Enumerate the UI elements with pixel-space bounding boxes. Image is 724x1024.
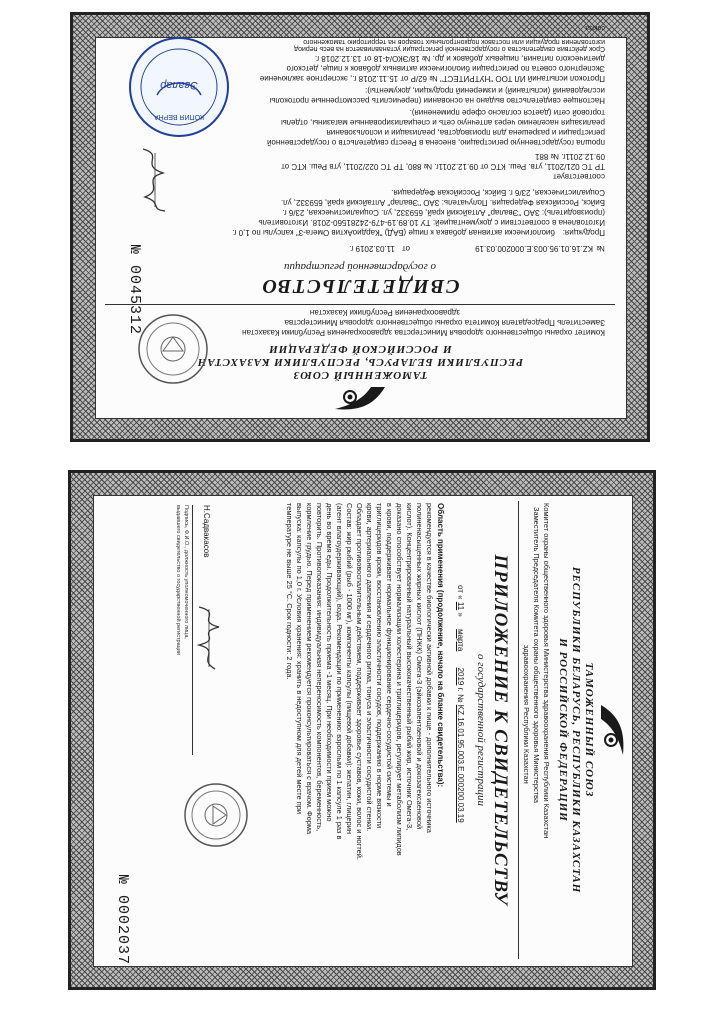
product-label: Продукция:: [562, 228, 605, 237]
basis-line: Протокол испытаний ИЛ ТОО "НУТРИТЕСТ" № 62/Р от 15.11.2018 г., экспертное заключение: [259, 74, 605, 83]
union-heading: ТАМОЖЕННЫЙ СОЮЗ: [583, 662, 595, 798]
appendix-sheet: [68, 470, 656, 990]
serial-number: 0002037: [114, 895, 131, 966]
handwritten-signature: [191, 603, 229, 673]
product-line: биологически активная добавка к пище (БАД) "КардиоАктив Омега-3" капсулы по 1,0 г.: [232, 228, 555, 237]
authority-line-1: Комитет охраны общественного здоровья Министерства здравоохранения Республики Казахстан: [542, 503, 551, 839]
signatory-caption: выдавшего свидетельство о государственной регистрации: [175, 505, 181, 655]
date-year: 2019: [456, 667, 465, 686]
republics-heading-2: И РОССИЙСКОЙ ФЕДЕРАЦИИ: [268, 343, 452, 355]
republics-heading-2: И РОССИЙСКОЙ ФЕДЕРАЦИИ: [557, 638, 569, 822]
validity-line: изготовления продукции или поставок подконтрольных товаров на территорию таможенного: [303, 38, 605, 45]
scope-line: повторить. Противопоказания: индивидуальная непереносимость компонентов, беременность,: [315, 503, 324, 832]
register-line: прошла государственную регистрацию, внесена в Реестр свидетельств о государственной: [267, 138, 605, 147]
register-line: Настоящее свидетельство выдано на основании (перечислить рассмотренные протоколы: [269, 96, 605, 105]
scope-line: температуре не выше 25 °С. Срок годности: 2 года.: [285, 503, 294, 680]
signature-underline: [192, 505, 193, 755]
product-line: (производитель): ЗАО "Эвалар" Алтайский край, 659332, ул. Социалистическая, 23/6 г.: [282, 208, 605, 217]
basis-line: диетического питания, пищевых добавок и др. № 18/ЭКО/4-18 от 13.12.2018 г.: [314, 54, 605, 63]
authority-line-3: здравоохранения Республики Казахстан: [522, 645, 531, 784]
serial-number: 0045312: [126, 265, 143, 336]
customs-union-emblem-icon: [333, 383, 387, 413]
republics-heading-1: РЕСПУБЛИКИ БЕЛАРУСЬ, РЕСПУБЛИКИ КАЗАХСТАН: [196, 356, 524, 368]
scope-line: крови, артериального давления и сердечного ритма, тонуса и эластичности сосудистой стенки.: [365, 503, 374, 832]
compliance-label: соответствует: [553, 172, 605, 181]
company-copy-stamp-icon: [129, 37, 229, 137]
product-line: Социалистическая, 23/6 г. Бийск, Российская Федерация.: [391, 188, 605, 197]
appendix-number: KZ.16.01.95.003.E.000200.03.19: [456, 704, 465, 823]
validity-line: Срок действия свидетельства о государственной регистрации устанавливается на весь период: [294, 45, 605, 52]
distribution-line: торговой сети (дается согласно сфере применения).: [409, 108, 605, 117]
authority-underline: [518, 501, 519, 959]
scope-line: день во время еды. Продолжительность приема -1 месяц. При необходимости прием можно: [325, 503, 334, 822]
scope-line: кислот). Концентрированный натуральный высококачественный рыбий жир, источник Омега-3,: [405, 503, 414, 831]
scope-line: выпуска: капсулы по 1,0 г. Условия хранения: хранить в недоступном для детей месте при: [295, 503, 304, 814]
stamp-company-name: Эвалар: [160, 79, 198, 91]
compliance-line: ТР ТС 021/2011, утв. Реш. КТС от 09.12.2011г. № 880, ТР ТС 022/2011, утв Реш. КТС от: [281, 162, 605, 171]
appendix-serial: [114, 875, 131, 965]
basis-line: Экспертного совета по регистрации биологически активных добавок к пище, детского: [286, 64, 605, 73]
certificate-subtitle: о государственной регистрации: [284, 261, 436, 273]
date-year-suffix: г. №: [456, 687, 465, 703]
authority-underline: [105, 304, 615, 305]
certificate-date: 11.03.2019 г.: [349, 244, 395, 253]
scope-line: Обладает противовоспалительным действием, поддерживает здоровье суставов, кожи, волос и ногтей.: [355, 503, 364, 860]
appendix-date-line: [455, 585, 465, 823]
authority-line-2: Заместитель Председателя Комитета охраны общественного здоровья Министерства: [284, 318, 605, 327]
certificate-serial: [126, 245, 143, 335]
scope-line: полиненасыщенных жирных кислот (ПНЖК) Омега-3 (эйкозапентаеновой и докозагексаеновой: [415, 503, 424, 830]
union-heading: ТАМОЖЕННЫЙ СОЮЗ: [292, 369, 428, 381]
appendix-title: ПРИЛОЖЕНИЕ К СВИДЕТЕЛЬСТВУ: [490, 554, 511, 906]
scope-heading: Область применения (продолжение, начало на бланке свидетельства):: [436, 503, 445, 788]
product-line: Бийск, Российская Федерация. Получатель: ЗАО "Эвалар" Алтайский край, 659332, ул.: [280, 198, 605, 207]
handwritten-signature: [135, 145, 175, 215]
date-label: от: [402, 244, 410, 253]
official-seal-icon: [135, 311, 211, 387]
appendix-subtitle: о государственной регистрации: [475, 654, 487, 806]
number-label: №: [596, 244, 605, 253]
compliance-line: 09.12.2011г. № 881: [535, 152, 605, 161]
scope-line: рекомендуется в качестве биологически активной добавки к пище - дополнительного источника: [425, 503, 434, 833]
stamp-ring-text: КОПИЯ ВЕРНА: [153, 113, 205, 120]
date-month: марта: [456, 629, 465, 652]
authority-line-1: Комитет охраны общественного здоровья Министерства здравоохранения Республики Казахстан: [242, 328, 605, 337]
date-day: 11: [456, 601, 465, 611]
serial-prefix: №: [126, 245, 143, 256]
scope-line: доказано способствует нормализации холестерина и триглицеридов, регулирует метаболизм липидов: [395, 503, 404, 856]
serial-prefix: №: [114, 875, 131, 886]
register-line: регистрации и разрешена для производства, реализации и использования: [326, 128, 605, 137]
date-sep: »: [456, 612, 465, 617]
authority-line-2: Заместитель Председателя Комитета охраны общественного здоровья Министерства: [532, 507, 541, 804]
scope-line: Состав: жир рыбий (рыб - 1000 мг), компоненты капсулы (пищевой добавки): желатин, глицерин: [345, 503, 354, 834]
certificate-number: KZ.16.01.95.003.E.000200.03.19: [475, 244, 593, 253]
register-line: исследований (испытаний) и измерений продукции, документы):: [365, 86, 605, 95]
date-prefix: от «: [456, 585, 465, 600]
signatory-name: Н.Садвакасов: [202, 505, 211, 558]
signatory-caption: Подпись, Ф.И.О., должность уполномоченного лица,: [183, 505, 189, 639]
official-seal-icon: [181, 780, 251, 850]
customs-union-emblem-icon: [597, 703, 627, 757]
scope-line: в крови, поддерживает нормальное функционирование сердечно-сосудистой системы и: [385, 503, 394, 807]
distribution-line: реализация населению через аптечную сеть и специализированные магазины, отделы: [280, 118, 605, 127]
product-line: Изготовлена в соответствии с документацией: ТУ 10.89.19-479-24281560-2018. Изготовитель: [258, 218, 605, 227]
republics-heading-1: РЕСПУБЛИКИ БЕЛАРУСЬ, РЕСПУБЛИКИ КАЗАХСТАН: [570, 566, 582, 894]
certificate-title: СВИДЕТЕЛЬСТВО: [260, 275, 460, 297]
authority-line-3: здравоохранения Республики Казахстан: [309, 308, 460, 317]
validity-line: союза: [585, 24, 605, 31]
certificate-sheet: [70, 12, 650, 442]
appendix-content: [93, 495, 631, 965]
scope-line: триглицеридов крови, восстановлению эластичности сосудов, поддержанию в норме вязкости: [375, 503, 384, 829]
scope-line: (агент влагоудерживающий), вода. Рекомендации по применению: взрослым по 1 капсуле 1 раз в: [335, 503, 344, 840]
scope-line: кормление грудью. Перед применением рекомендуется проконсультироваться с врачом. Форма: [305, 503, 314, 835]
